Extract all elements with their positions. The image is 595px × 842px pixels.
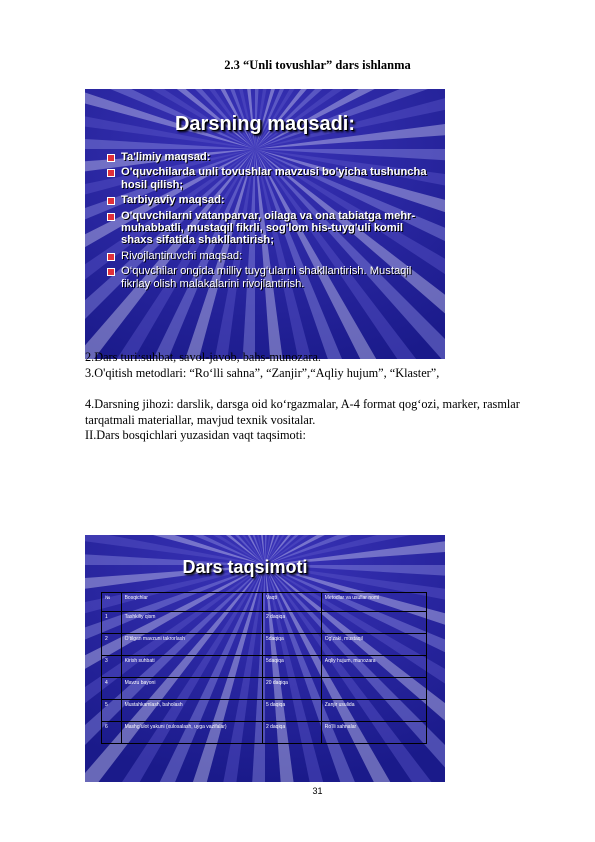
table-cell: Tashkiliy qism xyxy=(121,612,262,634)
table-cell: 20 daqiqa xyxy=(262,678,321,700)
table-row xyxy=(102,678,427,700)
goal-bullet: Rivojlantiruvchi maqsad: xyxy=(107,250,427,262)
table-cell: 1 xyxy=(102,612,122,634)
lesson-type-line: 2.Dars turi:suhbat, savol-javob, bahs-munozara. xyxy=(85,350,321,364)
goals-list xyxy=(107,151,427,293)
table-row xyxy=(102,634,427,656)
table-header-cell: Metodlar va usullar nomi xyxy=(321,593,426,612)
table-row xyxy=(102,612,427,634)
goals-slide xyxy=(85,89,445,359)
schedule-table xyxy=(101,592,427,744)
slide-title: Darsning maqsadi: xyxy=(174,113,356,135)
table-cell: 2 xyxy=(102,634,122,656)
goal-bullet: O'quvchilarni vatanparvar, oilaga va ona tabiatga mehr-muhabbatli, mustaqil fikrli, sog'lom his-tuyg'uli komil shaxs sifatida shakllantirish; xyxy=(107,210,427,247)
page-number: 31 xyxy=(312,786,323,796)
table-cell xyxy=(321,678,426,700)
table-cell: 6 xyxy=(102,722,122,744)
table-cell: Mustahkamlash, baholash xyxy=(121,700,262,722)
schedule-slide xyxy=(85,535,445,782)
slide-title: Dars taqsimoti xyxy=(182,557,308,577)
table-cell: Zanjir usulida xyxy=(321,700,426,722)
table-row xyxy=(102,700,427,722)
table-cell: Og‘zaki, mustaqil xyxy=(321,634,426,656)
goal-bullet: Ta'limiy maqsad: xyxy=(107,151,427,163)
table-cell: Mashg‘ulot yakuni (xulosalash, uyga vazifalar) xyxy=(121,722,262,744)
table-header-cell: Vaqti xyxy=(262,593,321,612)
table-header-cell: № xyxy=(102,593,122,612)
table-cell xyxy=(321,612,426,634)
table-cell: Aqliy hujum, munozara xyxy=(321,656,426,678)
table-cell: 2 daqiqa xyxy=(262,612,321,634)
table-cell: 4 xyxy=(102,678,122,700)
equipment-text xyxy=(85,397,545,444)
lesson-type-text xyxy=(85,350,545,381)
table-header-cell: Bosqichlar xyxy=(121,593,262,612)
methods-line: 3.O'qitish metodlari: “Ro‘lli sahna”, “Zanjir”,“Aqliy hujum”, “Klaster”, xyxy=(85,365,440,380)
goal-bullet: Tarbiyaviy maqsad: xyxy=(107,194,427,206)
goal-bullet: O'quvchilarda unli tovushlar mavzusi bo'yicha tushuncha hosil qilish; xyxy=(107,166,427,191)
table-header-row xyxy=(102,593,427,612)
table-cell: 2 daqiqa xyxy=(262,722,321,744)
table-cell: 5daqiqa xyxy=(262,634,321,656)
table-cell: Ro‘lli sahnalar xyxy=(321,722,426,744)
time-distribution-line: II.Dars bosqichlari yuzasidan vaqt taqsimoti: xyxy=(85,428,306,442)
table-cell: Kirish suhbati xyxy=(121,656,262,678)
goal-bullet: O‘quvchilar ongida milliy tuyg‘ularni shakllantirish. Mustaqil fikrlay olish malakalarini rivojlantirish. xyxy=(107,265,427,290)
table-row xyxy=(102,722,427,744)
table-cell: Mavzu bayoni xyxy=(121,678,262,700)
table-cell: 5daqiqa xyxy=(262,656,321,678)
table-cell: 3 xyxy=(102,656,122,678)
table-cell: 5 xyxy=(102,700,122,722)
equipment-line: 4.Darsning jihozi: darslik, darsga oid ko‘rgazmalar, A-4 format qog‘ozi, marker, rasmlar tarqatmali materiallar, mavjud texnik vositalar. xyxy=(85,397,520,427)
table-row xyxy=(102,656,427,678)
section-heading: 2.3 “Unli tovushlar” dars ishlanma xyxy=(224,58,411,72)
table-cell: O‘tilgan mavzuni takrorlash xyxy=(121,634,262,656)
table-cell: 5 daqiqa xyxy=(262,700,321,722)
